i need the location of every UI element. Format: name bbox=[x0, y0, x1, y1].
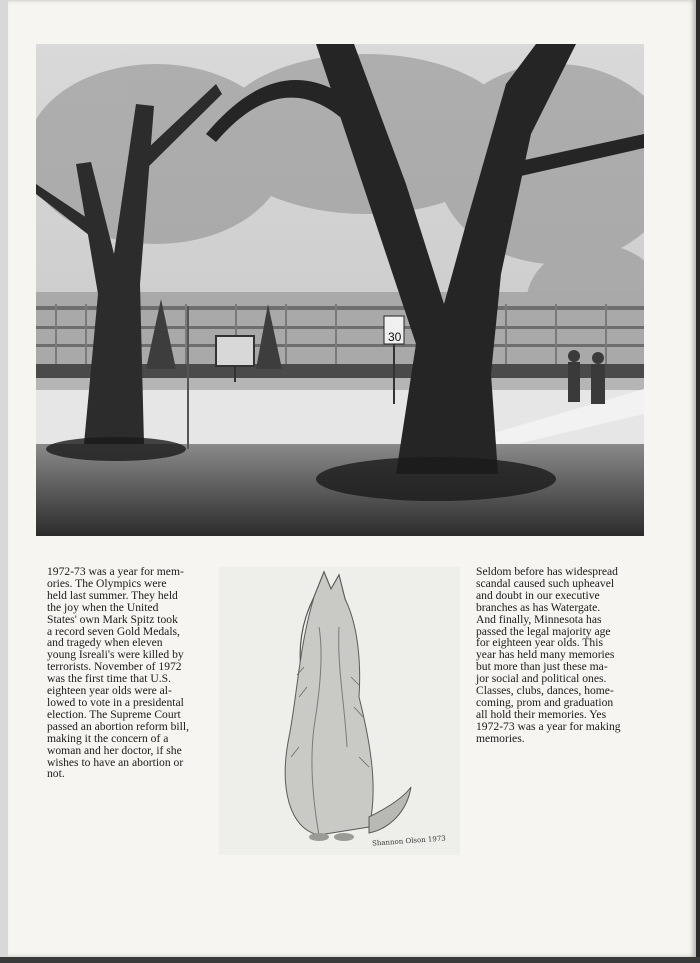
right-column-text: Seldom before has widespread scandal caused such upheavel and doubt in our executive branches as has Watergate. And finally, Minnesota has passed the legal majority age for eighteen year olds. This year has held many memories but more than just these ma- jor social and political ones. Classes, clubs, dances, home- coming, prom and graduation all hold their memories. Yes 1972-73 was a year for making memories. bbox=[476, 565, 621, 745]
school-photo bbox=[36, 44, 644, 536]
howling-wolf-illustration bbox=[219, 567, 460, 855]
left-column-text: 1972-73 was a year for mem- ories. The Olympics were held last summer. They held the joy when the United States' own Mark Spitz took a record seven Gold Medals, and tragedy when eleven young Isreali's were killed by terrorists. November of 1972 was the first time that U.S. eighteen year olds were al- lowed to vote in a presidental election. The Supreme Court passed an abortion reform bill, making it the concern of a woman and her doctor, if she wishes to have an abortion or not. bbox=[47, 565, 189, 781]
wolf-drawing bbox=[219, 567, 460, 855]
artist-signature: Shannon Olson 1973 bbox=[372, 834, 447, 848]
page-bottom-edge bbox=[0, 957, 700, 963]
speed-limit-sign: 30 bbox=[388, 330, 402, 344]
page-edge bbox=[0, 0, 8, 963]
